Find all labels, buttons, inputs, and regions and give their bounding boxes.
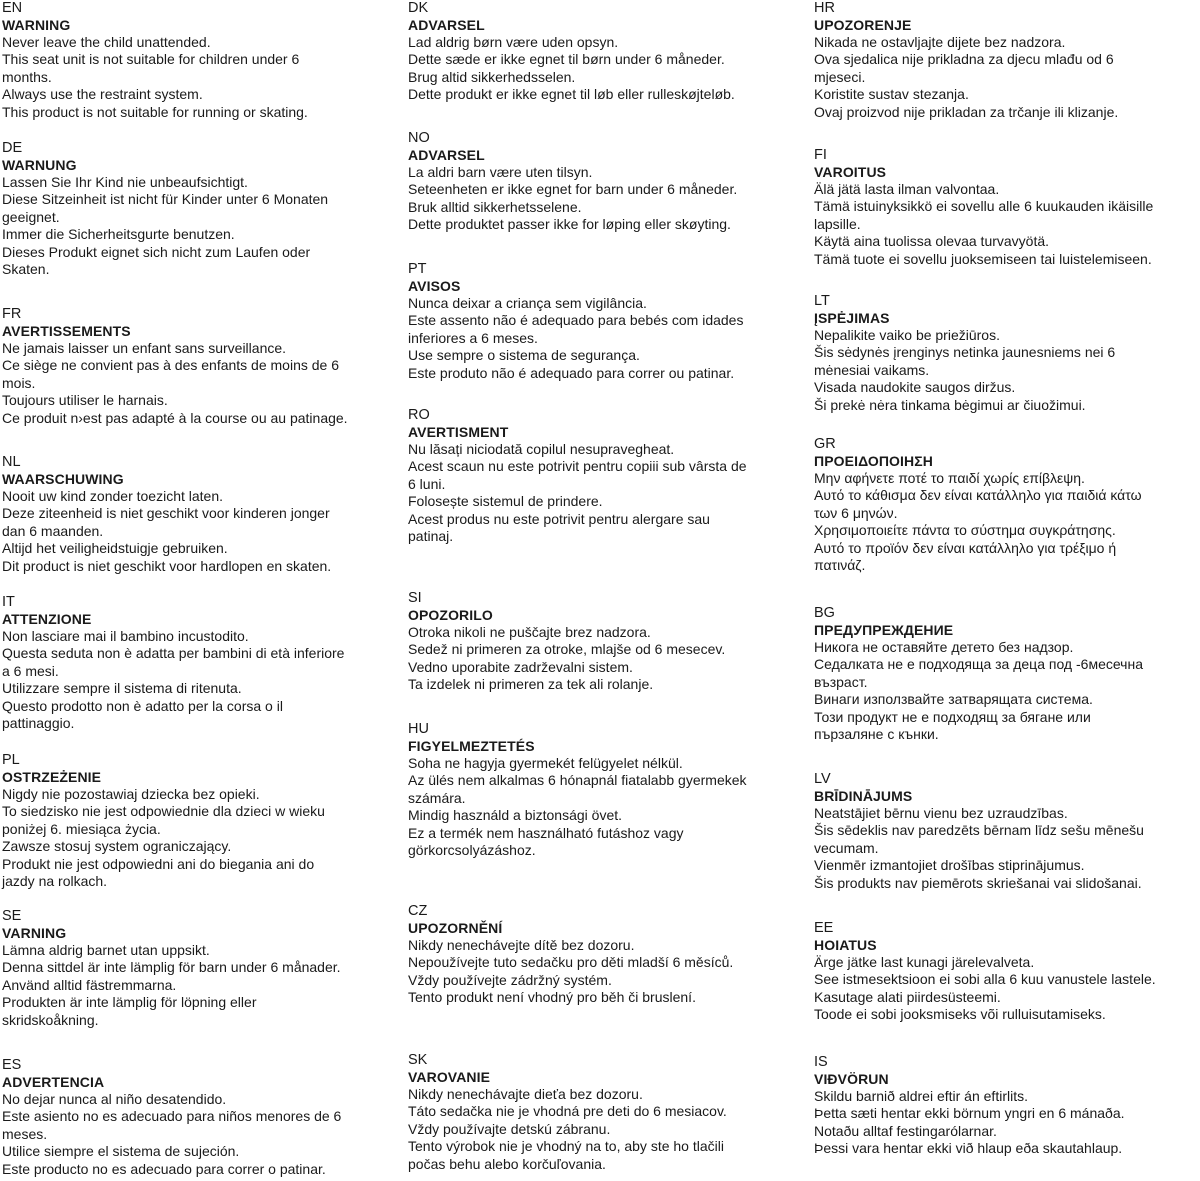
warning-text-line: πατινάζ.: [814, 557, 866, 574]
warning-text-line: This product is not suitable for running or skating.: [2, 103, 308, 120]
warning-text-line: Винаги използвайте затварящата система.: [814, 691, 1093, 708]
warning-text-line: patinaj.: [408, 528, 454, 545]
warning-heading: AVERTISSEMENTS: [2, 323, 131, 339]
warning-text-line: Use sempre o sistema de segurança.: [408, 347, 640, 364]
warning-heading: VARNING: [2, 925, 67, 941]
warning-text-line: Lassen Sie Ihr Kind nie unbeaufsichtigt.: [2, 174, 248, 190]
warning-text-line: inferiores a 6 meses.: [408, 329, 538, 346]
warning-text-line: Always use the restraint system.: [2, 86, 203, 103]
warning-section-sk: [408, 1052, 803, 1173]
language-code: NO: [408, 130, 430, 146]
warning-text-line: Acest scaun nu este potrivit pentru copiii sub vârsta de: [408, 458, 747, 475]
warning-text-line: Produkten är inte lämplig för löpning eller: [2, 994, 257, 1011]
warning-text-line: Vždy používejte zádržný systém.: [408, 971, 612, 988]
language-code: PL: [2, 752, 20, 768]
warning-text-line: Otroka nikoli ne puščajte brez nadzora.: [408, 624, 651, 640]
warning-heading: AVISOS: [408, 278, 461, 294]
warning-heading: VAROITUS: [814, 164, 887, 180]
warning-section-se: [2, 908, 397, 1029]
warning-text-line: възраст.: [814, 673, 868, 690]
warning-text-line: Ärge jätke last kunagi järelevalveta.: [814, 954, 1035, 970]
warning-text-line: Χρησιμοποιείτε πάντα το σύστημα συγκράτησης.: [814, 522, 1116, 539]
warning-heading: ĮSPĖJIMAS: [814, 310, 890, 326]
warning-text-line: Ne jamais laisser un enfant sans surveillance.: [2, 340, 287, 356]
warning-text-line: Ova sjedalica nije prikladna za djecu mlađu od 6: [814, 51, 1114, 68]
warning-text-line: Acest produs nu este potrivit pentru alergare sau: [408, 510, 710, 527]
warning-text-line: Bruk alltid sikkerhetsselene.: [408, 198, 582, 215]
language-code: FI: [814, 147, 827, 163]
warning-text-line: Non lasciare mai il bambino incustodito.: [2, 628, 249, 644]
warning-text-line: Mindig használd a biztonsági övet.: [408, 807, 623, 824]
warning-text-line: Šis produkts nav piemērots skriešanai vai slidošanai.: [814, 874, 1142, 891]
warning-text-line: Vienmēr izmantojiet drošības stiprinājumus.: [814, 857, 1085, 874]
warning-section-pl: [2, 752, 397, 890]
warning-text-line: Toujours utiliser le harnais.: [2, 392, 168, 409]
warning-section-cz: [408, 903, 803, 1007]
language-code: BG: [814, 605, 835, 621]
warning-text-line: poniżej 6. miesiąca życia.: [2, 820, 161, 837]
warning-text-line: počas behu alebo korčuľovania.: [408, 1155, 606, 1172]
warning-text-line: No dejar nunca al niño desatendido.: [2, 1091, 227, 1107]
warning-text-line: Този продукт не е подходящ за бягане или: [814, 708, 1091, 725]
warning-text-line: Lad aldrig børn være uden opsyn.: [408, 34, 619, 50]
warning-section-no: [408, 130, 803, 234]
language-code: HR: [814, 0, 835, 16]
warning-text-line: Ovaj proizvod nije prikladan za trčanje ili klizanje.: [814, 103, 1119, 120]
warning-text-line: Nikada ne ostavljajte dijete bez nadzora.: [814, 34, 1066, 50]
language-code: CZ: [408, 903, 428, 919]
language-code: PT: [408, 261, 427, 277]
warning-text-line: Þetta sæti hentar ekki börnum yngri en 6 mánaða.: [814, 1105, 1125, 1122]
warning-text-line: Visada naudokite saugos diržus.: [814, 379, 1016, 396]
warning-heading: WARNUNG: [2, 157, 77, 173]
warning-section-ro: [408, 407, 803, 545]
language-code: LT: [814, 293, 830, 309]
warning-text-line: months.: [2, 68, 52, 85]
warning-text-line: Folosește sistemul de prindere.: [408, 493, 603, 510]
warning-text-line: Zawsze stosuj system ograniczający.: [2, 838, 232, 855]
warning-text-line: Denna sittdel är inte lämplig för barn under 6 månader.: [2, 959, 341, 976]
warning-heading: OSTRZEŻENIE: [2, 769, 102, 785]
warning-text-line: Þessi vara hentar ekki við hlaup eða skautahlaup.: [814, 1140, 1123, 1157]
warning-text-line: dan 6 maanden.: [2, 522, 104, 539]
warning-heading: ΠΡΟΕΙΔΟΠΟΙΗΣΗ: [814, 453, 933, 469]
warning-text-line: Dieses Produkt eignet sich nicht zum Laufen oder: [2, 243, 311, 260]
warning-section-hr: [814, 0, 1200, 121]
warning-section-it: [2, 594, 397, 732]
warning-text-line: Produkt nie jest odpowiedni ani do biegania ani do: [2, 855, 315, 872]
warning-text-line: Tämä istuinyksikkö ei sovellu alle 6 kuukauden ikäisille: [814, 198, 1154, 215]
warning-text-line: Älä jätä lasta ilman valvontaa.: [814, 181, 1000, 197]
warning-text-line: Αυτό το προϊόν δεν είναι κατάλληλο για τρέξιμο ή: [814, 539, 1117, 556]
warning-text-line: See istmesektsioon ei sobi alla 6 kuu vanustele lastele.: [814, 971, 1156, 988]
warning-text-line: To siedzisko nie jest odpowiednie dla dzieci w wieku: [2, 803, 325, 820]
language-code: SI: [408, 590, 422, 606]
warning-text-line: Brug altid sikkerhedsselen.: [408, 68, 576, 85]
warning-text-line: Notaðu alltaf festingarólarnar.: [814, 1122, 997, 1139]
warning-text-line: Vedno uporabite zadrževalni sistem.: [408, 658, 633, 675]
warning-text-line: Altijd het veiligheidstuigje gebruiken.: [2, 540, 228, 557]
warning-text-line: Седалката не е подходяща за деца под -6месечна: [814, 656, 1143, 673]
language-code: DK: [408, 0, 429, 16]
warning-section-de: [2, 140, 397, 278]
warning-heading: AVERTISMENT: [408, 424, 509, 440]
warning-heading: UPOZORNĚNÍ: [408, 920, 503, 936]
warning-heading: ADVERTENCIA: [2, 1074, 105, 1090]
warning-text-line: Questa seduta non è adatta per bambini di età inferiore: [2, 645, 345, 662]
language-code: IT: [2, 594, 15, 610]
warning-heading: WAARSCHUWING: [2, 471, 124, 487]
warning-text-line: Lämna aldrig barnet utan uppsikt.: [2, 942, 210, 958]
language-code: SE: [2, 908, 22, 924]
warning-text-line: Ta izdelek ni primeren za tek ali rolanje.: [408, 676, 654, 693]
warning-section-fr: [2, 306, 397, 427]
warning-text-line: Vždy používajte detskú zábranu.: [408, 1120, 611, 1137]
warning-text-line: Az ülés nem alkalmas 6 hónapnál fiatalabb gyermekek: [408, 772, 747, 789]
warning-section-is: [814, 1054, 1200, 1158]
warning-heading: ADVARSEL: [408, 147, 485, 163]
warning-text-line: Táto sedačka nie je vhodná pre deti do 6 mesiacov.: [408, 1103, 727, 1120]
warning-text-line: meses.: [2, 1125, 48, 1142]
warning-text-line: lapsille.: [814, 215, 861, 232]
warning-text-line: skridskoåkning.: [2, 1011, 99, 1028]
warning-section-lt: [814, 293, 1200, 414]
warning-text-line: Käytä aina tuolissa olevaa turvavyötä.: [814, 233, 1050, 250]
warning-section-lv: [814, 771, 1200, 892]
warning-section-gr: [814, 436, 1200, 574]
warning-text-line: Ši prekė nėra tinkama bėgimui ar čiuožimui.: [814, 396, 1086, 413]
warning-heading: VIÐVÖRUN: [814, 1071, 889, 1087]
warning-text-line: mjeseci.: [814, 68, 866, 85]
warning-text-line: La aldri barn være uten tilsyn.: [408, 164, 593, 180]
warning-text-line: Använd alltid fästremmarna.: [2, 976, 177, 993]
warning-text-line: Immer die Sicherheitsgurte benutzen.: [2, 226, 235, 243]
warning-text-line: Skildu barnið aldrei eftir án eftirlits.: [814, 1088, 1028, 1104]
warning-text-line: Dette produkt er ikke egnet til løb eller rulleskøjteløb.: [408, 86, 735, 103]
warning-text-line: Utilice siempre el sistema de sujeción.: [2, 1143, 240, 1160]
warning-text-line: Never leave the child unattended.: [2, 34, 211, 50]
warning-text-line: Tento produkt není vhodný pro běh či bruslení.: [408, 989, 696, 1006]
warning-section-hu: [408, 721, 803, 859]
warning-text-line: Deze ziteenheid is niet geschikt voor kinderen jonger: [2, 505, 330, 522]
warning-heading: HOIATUS: [814, 937, 877, 953]
language-code: IS: [814, 1054, 828, 1070]
warning-text-line: Diese Sitzeinheit ist nicht für Kinder unter 6 Monaten: [2, 191, 329, 208]
warning-text-line: görkorcsolyázáshoz.: [408, 842, 536, 859]
warning-text-line: Dette produktet passer ikke for løping eller skøyting.: [408, 216, 731, 233]
language-code: RO: [408, 407, 430, 423]
warning-text-line: Este asiento no es adecuado para niños menores de 6: [2, 1108, 342, 1125]
warning-text-line: Seteenheten er ikke egnet for barn under 6 måneder.: [408, 181, 738, 198]
warning-text-line: mois.: [2, 374, 36, 391]
warning-section-bg: [814, 605, 1200, 743]
warning-section-si: [408, 590, 803, 694]
warning-heading: UPOZORENJE: [814, 17, 912, 33]
language-code: DE: [2, 140, 23, 156]
warning-text-line: Nikdy nenechávajte dieťa bez dozoru.: [408, 1086, 643, 1102]
warning-text-line: vecumam.: [814, 839, 879, 856]
language-code: LV: [814, 771, 831, 787]
warning-text-line: Toode ei sobi jooksmiseks või rulluisutamiseks.: [814, 1006, 1106, 1023]
warning-text-line: Nigdy nie pozostawiaj dziecka bez opieki.: [2, 786, 260, 802]
language-code: SK: [408, 1052, 428, 1068]
warning-text-line: Ce produit n›est pas adapté à la course ou au patinage.: [2, 409, 348, 426]
warning-text-line: Utilizzare sempre il sistema di ritenuta.: [2, 680, 242, 697]
warning-section-nl: [2, 454, 397, 575]
warning-text-line: Dit product is niet geschikt voor hardlopen en skaten.: [2, 557, 332, 574]
warning-text-line: Šis sēdeklis nav paredzēts bērnam līdz sešu mēnešu: [814, 822, 1144, 839]
warning-section-en: [2, 0, 397, 121]
warning-text-line: geeignet.: [2, 208, 60, 225]
warning-text-line: Koristite sustav stezanja.: [814, 86, 969, 103]
warning-heading: ПРЕДУПРЕЖДЕНИЕ: [814, 622, 954, 638]
warning-text-line: jazdy na rolkach.: [2, 873, 108, 890]
warning-heading: ATTENZIONE: [2, 611, 92, 627]
language-code: EN: [2, 0, 23, 16]
warning-text-line: This seat unit is not suitable for children under 6: [2, 51, 300, 68]
warning-heading: ADVARSEL: [408, 17, 485, 33]
warning-heading: FIGYELMEZTETÉS: [408, 738, 535, 754]
warning-section-pt: [408, 261, 803, 382]
warning-section-ee: [814, 920, 1200, 1024]
warning-text-line: Šis sėdynės įrenginys netinka jaunesniems nei 6: [814, 344, 1116, 361]
warning-heading: BRĪDINĀJUMS: [814, 788, 913, 804]
warning-text-line: Ez a termék nem használható futáshoz vagy: [408, 824, 684, 841]
warning-text-line: Tämä tuote ei sovellu juoksemiseen tai luistelemiseen.: [814, 250, 1152, 267]
warning-heading: VAROVANIE: [408, 1069, 491, 1085]
warning-text-line: Soha ne hagyja gyermekét felügyelet nélkül.: [408, 755, 683, 771]
warning-text-line: számára.: [408, 789, 466, 806]
warning-text-line: pattinaggio.: [2, 715, 75, 732]
language-code: EE: [814, 920, 834, 936]
warning-text-line: Nikdy nenechávejte dítě bez dozoru.: [408, 937, 635, 953]
warning-text-line: Μην αφήνετε ποτέ το παιδί χωρίς επίβλεψη.: [814, 470, 1085, 486]
warning-text-line: των 6 μηνών.: [814, 504, 898, 521]
warning-text-line: Nunca deixar a criança sem vigilância.: [408, 295, 647, 311]
warning-heading: WARNING: [2, 17, 71, 33]
warning-text-line: Questo prodotto non è adatto per la corsa o il: [2, 697, 283, 714]
warning-text-line: Este assento não é adequado para bebés com idades: [408, 312, 744, 329]
warning-text-line: Nepalikite vaiko be priežiūros.: [814, 327, 1000, 343]
warning-text-line: Este producto no es adecuado para correr o patinar.: [2, 1160, 326, 1177]
warning-text-line: Sedež ni primeren za otroke, mlajše od 6 mesecev.: [408, 641, 726, 658]
warning-text-line: 6 luni.: [408, 475, 446, 492]
warning-text-line: Este produto não é adequado para correr ou patinar.: [408, 364, 735, 381]
warning-text-line: Nu lăsați niciodată copilul nesupravegheat.: [408, 441, 675, 457]
language-code: HU: [408, 721, 429, 737]
warning-text-line: Nepoužívejte tuto sedačku pro děti mladší 6 měsíců.: [408, 954, 734, 971]
warning-heading: OPOZORILO: [408, 607, 493, 623]
language-code: FR: [2, 306, 22, 322]
warning-text-line: Αυτό το κάθισμα δεν είναι κατάλληλο για παιδιά κάτω: [814, 487, 1142, 504]
warning-text-line: Никога не оставяйте детето без надзор.: [814, 639, 1074, 655]
warning-section-fi: [814, 147, 1200, 268]
warning-text-line: Neatstājiet bērnu vienu bez uzraudzības.: [814, 805, 1068, 821]
warning-text-line: Tento výrobok nie je vhodný na to, aby ste ho tlačili: [408, 1138, 724, 1155]
warning-text-line: Ce siège ne convient pas à des enfants de moins de 6: [2, 357, 339, 374]
warning-text-line: Kasutage alati piirdesüsteemi.: [814, 988, 1001, 1005]
warning-text-line: a 6 mesi.: [2, 662, 59, 679]
warning-text-line: Skaten.: [2, 261, 50, 278]
language-code: GR: [814, 436, 836, 452]
warning-text-line: mėnesiai vaikams.: [814, 361, 930, 378]
warning-section-es: [2, 1057, 397, 1178]
warning-section-dk: [408, 0, 803, 104]
language-code: ES: [2, 1057, 22, 1073]
language-code: NL: [2, 454, 21, 470]
warning-text-line: пързаляне с кънки.: [814, 726, 939, 743]
warning-text-line: Nooit uw kind zonder toezicht laten.: [2, 488, 224, 504]
warning-text-line: Dette sæde er ikke egnet til børn under 6 måneder.: [408, 51, 725, 68]
